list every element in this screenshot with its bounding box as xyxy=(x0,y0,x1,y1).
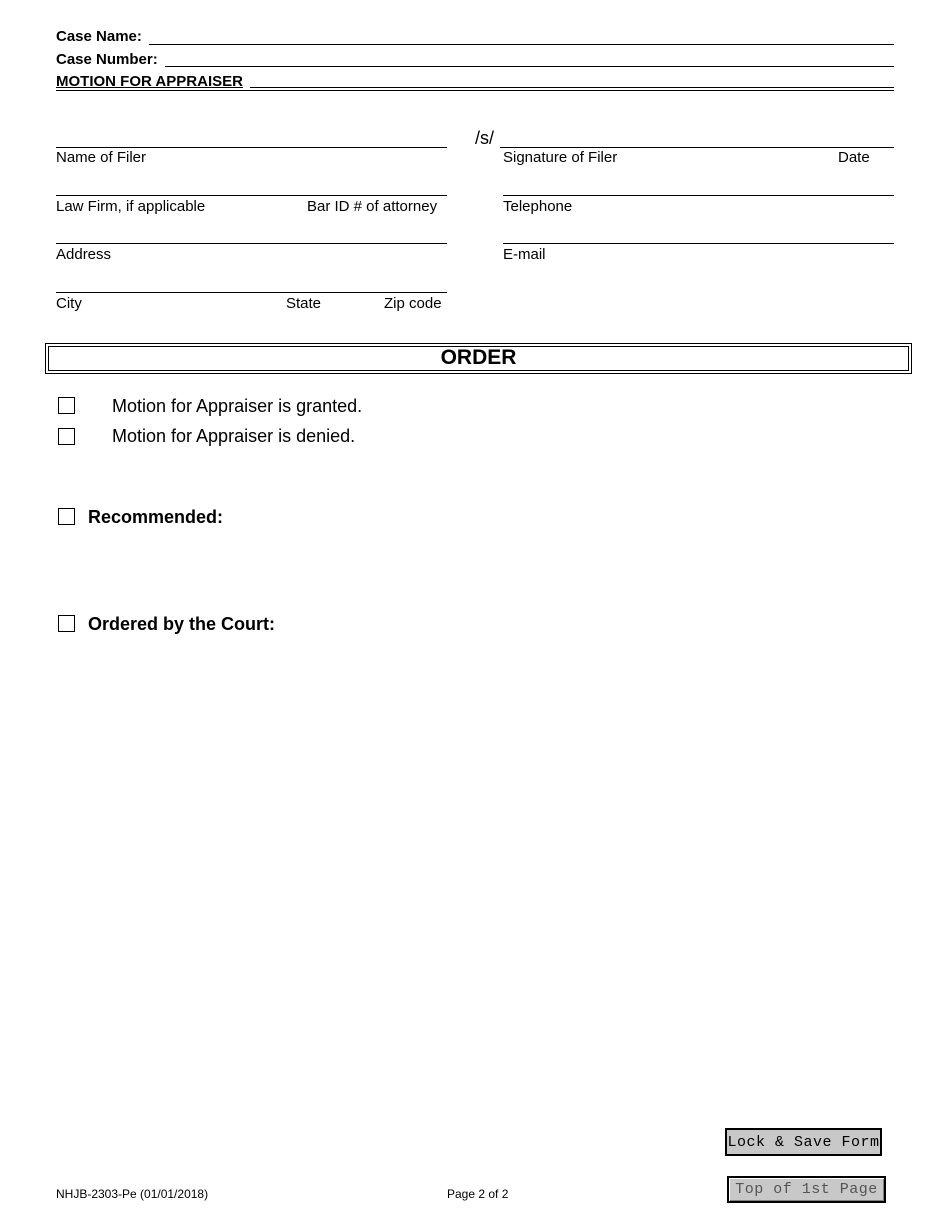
city-state-zip-field[interactable] xyxy=(56,292,447,293)
recommended-label: Recommended: xyxy=(88,507,224,527)
address-label: Address xyxy=(56,246,112,263)
case-number-field[interactable] xyxy=(165,66,894,67)
form-title-rule xyxy=(250,87,894,88)
lock-save-form-button[interactable]: Lock & Save Form xyxy=(725,1128,882,1156)
form-title: MOTION FOR APPRAISER xyxy=(56,73,243,90)
bar-id-label: Bar ID # of attorney xyxy=(307,198,438,215)
email-label: E-mail xyxy=(503,246,546,263)
signature-of-filer-label: Signature of Filer xyxy=(503,149,618,166)
name-of-filer-label: Name of Filer xyxy=(56,149,147,166)
denied-checkbox[interactable] xyxy=(58,428,75,445)
order-title: ORDER xyxy=(440,346,517,369)
form-id: NHJB-2303-Pe (01/01/2018) xyxy=(56,1187,209,1201)
telephone-label: Telephone xyxy=(503,198,573,215)
slash-s-mark: /s/ xyxy=(475,128,495,148)
granted-label: Motion for Appraiser is granted. xyxy=(112,396,363,416)
order-heading-box xyxy=(45,343,912,374)
ordered-by-court-checkbox[interactable] xyxy=(58,615,75,632)
denied-label: Motion for Appraiser is denied. xyxy=(112,426,356,446)
name-of-filer-field[interactable] xyxy=(56,147,447,148)
ordered-by-court-label: Ordered by the Court: xyxy=(88,614,276,634)
recommended-checkbox[interactable] xyxy=(58,508,75,525)
page-number: Page 2 of 2 xyxy=(447,1187,509,1201)
case-number-label: Case Number: xyxy=(56,51,158,68)
city-label: City xyxy=(56,295,82,312)
date-label: Date xyxy=(838,149,870,166)
state-label: State xyxy=(286,295,322,312)
case-name-field[interactable] xyxy=(149,44,894,45)
case-name-label: Case Name: xyxy=(56,28,142,45)
granted-checkbox[interactable] xyxy=(58,397,75,414)
form-title-double-rule xyxy=(56,90,894,91)
address-field[interactable] xyxy=(56,243,447,244)
top-of-first-page-button[interactable]: Top of 1st Page xyxy=(727,1176,886,1203)
signature-field[interactable] xyxy=(500,147,894,148)
law-firm-field[interactable] xyxy=(56,195,447,196)
telephone-field[interactable] xyxy=(503,195,894,196)
zip-label: Zip code xyxy=(384,295,442,312)
email-field[interactable] xyxy=(503,243,894,244)
law-firm-label: Law Firm, if applicable xyxy=(56,198,206,215)
